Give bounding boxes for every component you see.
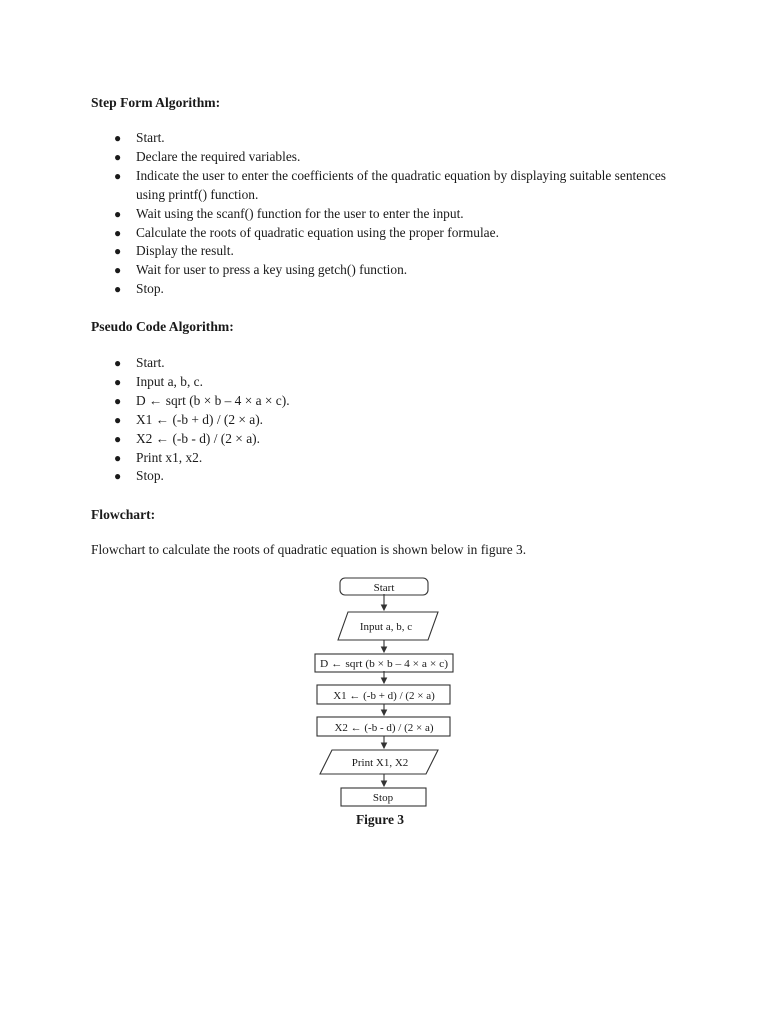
bullet-icon: ● <box>114 206 122 221</box>
bullet-icon: ● <box>114 374 122 389</box>
bullet-icon: ● <box>114 149 122 164</box>
bullet-icon: ● <box>114 225 122 240</box>
list-item: ● Wait using the scanf() function for the user to enter the input. <box>91 205 691 224</box>
list-item: ● Declare the required variables. <box>91 148 691 167</box>
figure-caption: Figure 3 <box>355 812 405 827</box>
list-item: ● Start. <box>91 129 691 148</box>
list-item: ● Print x1, x2. <box>91 449 691 468</box>
bullet-icon: ● <box>114 244 122 259</box>
print-node-label: Print X1, X2 <box>351 757 409 769</box>
step-form-heading: Step Form Algorithm: <box>91 95 221 110</box>
list-item: ● X2 ← (-b - d) / (2 × a). <box>91 430 691 449</box>
compute-x2-node-label: X2 ← (-b - d) / (2 × a) <box>334 722 434 734</box>
list-item: ● D ← sqrt (b × b – 4 × a × c). <box>91 392 691 411</box>
list-item: ● Stop. <box>91 467 691 486</box>
input-node-label: Input a, b, c <box>359 621 413 633</box>
compute-d-node-label: D ← sqrt (b × b – 4 × a × c) <box>320 658 449 670</box>
compute-x1-node-label: X1 ← (-b + d) / (2 × a) <box>333 690 435 702</box>
bullet-icon: ● <box>114 412 122 427</box>
list-item: ● Start. <box>91 354 691 373</box>
bullet-icon: ● <box>114 450 122 465</box>
list-item: ● Stop. <box>91 280 691 299</box>
bullet-icon: ● <box>114 431 122 446</box>
stop-node-label: Stop <box>372 792 394 804</box>
bullet-icon: ● <box>114 263 122 278</box>
flowchart-description: Flowchart to calculate the roots of quadratic equation is shown below in figure 3. <box>91 542 527 557</box>
list-item: ● Input a, b, c. <box>91 373 691 392</box>
list-item: ● Indicate the user to enter the coefficients of the quadratic equation by displaying suitable sentences using printf() function. <box>114 167 666 202</box>
flowchart-figure <box>310 570 460 832</box>
bullet-icon: ● <box>114 131 122 145</box>
bullet-icon: ● <box>114 356 122 370</box>
pseudo-code-heading: Pseudo Code Algorithm: <box>91 319 234 334</box>
bullet-icon: ● <box>114 469 122 484</box>
flowchart-heading: Flowchart: <box>91 507 156 522</box>
bullet-icon: ● <box>114 168 122 183</box>
start-node-label: Start <box>373 582 395 594</box>
list-item: ● Calculate the roots of quadratic equation using the proper formulae. <box>91 224 691 243</box>
bullet-icon: ● <box>114 282 122 297</box>
list-item: ● X1 ← (-b + d) / (2 × a). <box>91 411 691 430</box>
step-form-list <box>91 129 691 299</box>
list-item: ● Wait for user to press a key using getch() function. <box>91 261 691 280</box>
pseudo-code-list <box>91 354 691 486</box>
list-item: ● Display the result. <box>91 242 691 261</box>
bullet-icon: ● <box>114 393 122 408</box>
